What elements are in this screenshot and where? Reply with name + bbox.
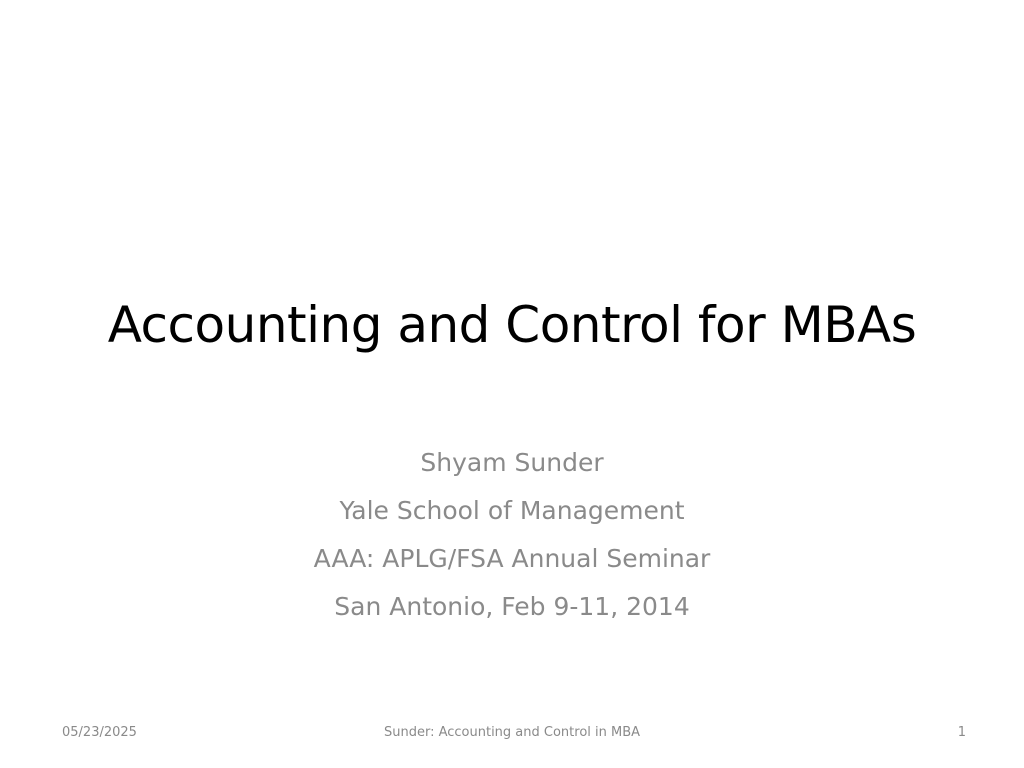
subtitle-location-date: San Antonio, Feb 9-11, 2014	[334, 592, 690, 621]
footer-date: 05/23/2025	[62, 725, 137, 740]
subtitle-affiliation: Yale School of Management	[339, 496, 685, 525]
slide-subtitle	[0, 442, 1024, 634]
footer-page-number: 1	[957, 725, 966, 740]
subtitle-event: AAA: APLG/FSA Annual Seminar	[313, 544, 711, 573]
subtitle-author: Shyam Sunder	[420, 448, 604, 477]
footer-title: Sunder: Accounting and Control in MBA	[383, 725, 641, 740]
slide-title: Accounting and Control for MBAs	[107, 296, 917, 354]
